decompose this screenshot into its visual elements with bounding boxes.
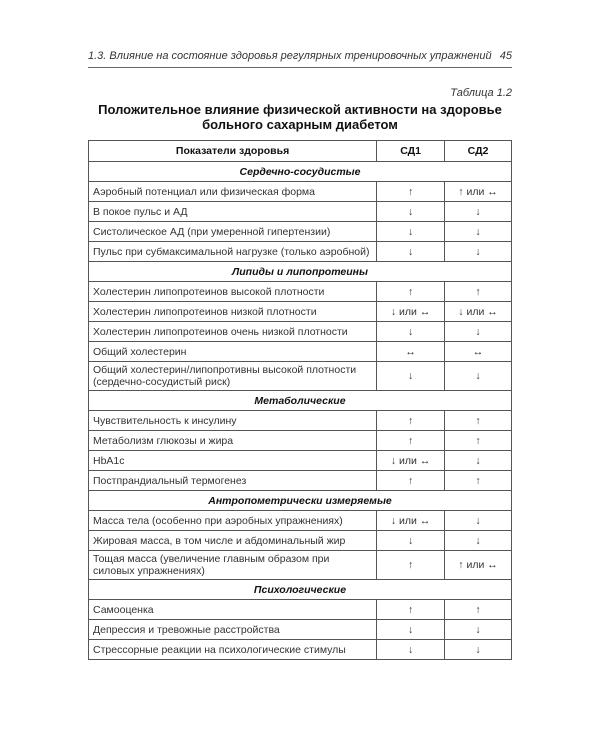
table-row <box>89 471 512 491</box>
indicator-cell: Общий холестерин <box>89 342 377 362</box>
page-number: 45 <box>499 50 512 62</box>
section-row <box>89 391 512 411</box>
indicator-cell: Систолическое АД (при умеренной гипертензии) <box>89 222 377 242</box>
table-row <box>89 182 512 202</box>
sd1-value-cell: ↔ <box>377 342 445 362</box>
sd2-value-cell: ↓ <box>445 620 512 640</box>
running-header-title: 1.3. Влияние на состояние здоровья регулярных тренировочных упражнений <box>88 50 492 62</box>
sd2-value-cell: ↑ <box>445 471 512 491</box>
sd2-value-cell: ↔ <box>445 342 512 362</box>
sd2-value-cell: ↓ <box>445 511 512 531</box>
table-row <box>89 451 512 471</box>
table-header-row <box>89 141 512 162</box>
table-row <box>89 302 512 322</box>
indicator-cell: Пульс при субмаксимальной нагрузке (только аэробной) <box>89 242 377 262</box>
sd1-value-cell: ↑ <box>377 411 445 431</box>
table-body <box>89 162 512 660</box>
sd2-value-cell: ↓ или ↔ <box>445 302 512 322</box>
indicator-cell: В покое пульс и АД <box>89 202 377 222</box>
sd1-value-cell: ↑ <box>377 431 445 451</box>
section-row <box>89 262 512 282</box>
section-heading: Антропометрически измеряемые <box>89 491 512 511</box>
sd2-value-cell: ↑ или ↔ <box>445 182 512 202</box>
table-row <box>89 640 512 660</box>
column-header-sd2: СД2 <box>445 141 512 162</box>
table-title-line-1: Положительное влияние физической активности на здоровье <box>98 102 502 117</box>
section-row <box>89 162 512 182</box>
sd2-value-cell: ↑ <box>445 282 512 302</box>
table-row <box>89 620 512 640</box>
table-row <box>89 362 512 391</box>
table-row <box>89 202 512 222</box>
section-row <box>89 491 512 511</box>
sd2-value-cell: ↓ <box>445 451 512 471</box>
sd1-value-cell: ↓ или ↔ <box>377 302 445 322</box>
table-title-line-2: больного сахарным диабетом <box>202 117 398 132</box>
sd1-value-cell: ↓ <box>377 362 445 391</box>
health-indicators-table <box>88 140 512 660</box>
sd1-value-cell: ↓ или ↔ <box>377 511 445 531</box>
indicator-cell: Масса тела (особенно при аэробных упражнениях) <box>89 511 377 531</box>
indicator-cell: Стрессорные реакции на психологические стимулы <box>89 640 377 660</box>
table-title <box>88 102 512 132</box>
column-header-sd1: СД1 <box>377 141 445 162</box>
table-row <box>89 411 512 431</box>
sd1-value-cell: ↓ <box>377 322 445 342</box>
indicator-cell: Постпрандиальный термогенез <box>89 471 377 491</box>
section-heading: Психологические <box>89 580 512 600</box>
sd2-value-cell: ↑ <box>445 411 512 431</box>
sd1-value-cell: ↓ или ↔ <box>377 451 445 471</box>
indicator-cell: Холестерин липопротеинов очень низкой плотности <box>89 322 377 342</box>
sd2-value-cell: ↑ <box>445 600 512 620</box>
sd2-value-cell: ↑ <box>445 431 512 451</box>
sd1-value-cell: ↑ <box>377 551 445 580</box>
indicator-cell: Общий холестерин/липопротивны высокой плотности (сердечно-сосудистый риск) <box>89 362 377 391</box>
indicator-cell: Аэробный потенциал или физическая форма <box>89 182 377 202</box>
section-heading: Сердечно-сосудистые <box>89 162 512 182</box>
indicator-cell: Холестерин липопротеинов низкой плотности <box>89 302 377 322</box>
table-row <box>89 342 512 362</box>
sd1-value-cell: ↓ <box>377 620 445 640</box>
indicator-cell: Холестерин липопротеинов высокой плотности <box>89 282 377 302</box>
table-row <box>89 282 512 302</box>
indicator-cell: Чувствительность к инсулину <box>89 411 377 431</box>
sd2-value-cell: ↑ или ↔ <box>445 551 512 580</box>
indicator-cell: Тощая масса (увеличение главным образом при силовых упражнениях) <box>89 551 377 580</box>
table-row <box>89 531 512 551</box>
sd2-value-cell: ↓ <box>445 222 512 242</box>
table-row <box>89 431 512 451</box>
sd2-value-cell: ↓ <box>445 531 512 551</box>
indicator-cell: Самооценка <box>89 600 377 620</box>
running-header <box>88 50 512 62</box>
indicator-cell: Депрессия и тревожные расстройства <box>89 620 377 640</box>
sd1-value-cell: ↑ <box>377 182 445 202</box>
sd1-value-cell: ↓ <box>377 242 445 262</box>
table-label: Таблица 1.2 <box>450 87 512 99</box>
sd1-value-cell: ↓ <box>377 202 445 222</box>
table-row <box>89 222 512 242</box>
table-row <box>89 551 512 580</box>
sd2-value-cell: ↓ <box>445 640 512 660</box>
sd1-value-cell: ↓ <box>377 640 445 660</box>
sd2-value-cell: ↓ <box>445 202 512 222</box>
indicator-cell: Метаболизм глюкозы и жира <box>89 431 377 451</box>
sd1-value-cell: ↓ <box>377 531 445 551</box>
table-row <box>89 600 512 620</box>
sd1-value-cell: ↑ <box>377 600 445 620</box>
table-row <box>89 322 512 342</box>
sd1-value-cell: ↑ <box>377 471 445 491</box>
column-header-indicator: Показатели здоровья <box>89 141 377 162</box>
table-row <box>89 511 512 531</box>
sd2-value-cell: ↓ <box>445 242 512 262</box>
section-heading: Метаболические <box>89 391 512 411</box>
table-row <box>89 242 512 262</box>
sd1-value-cell: ↑ <box>377 282 445 302</box>
indicator-cell: Жировая масса, в том числе и абдоминальный жир <box>89 531 377 551</box>
section-row <box>89 580 512 600</box>
sd1-value-cell: ↓ <box>377 222 445 242</box>
indicator-cell: HbA1c <box>89 451 377 471</box>
sd2-value-cell: ↓ <box>445 322 512 342</box>
header-divider <box>88 67 512 68</box>
sd2-value-cell: ↓ <box>445 362 512 391</box>
section-heading: Липиды и липопротеины <box>89 262 512 282</box>
